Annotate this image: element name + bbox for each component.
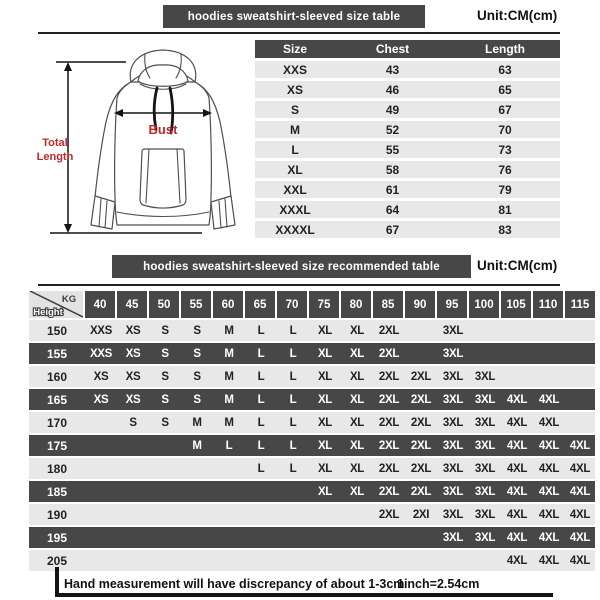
recommended-table-title: hoodies sweatshirt-sleeved size recommended table bbox=[143, 260, 440, 273]
col-header-length: Length bbox=[485, 42, 525, 56]
matrix-cell bbox=[309, 550, 341, 571]
matrix-cell bbox=[245, 550, 277, 571]
matrix-cell: XS bbox=[125, 370, 141, 383]
matrix-cell bbox=[277, 550, 309, 571]
matrix-cell bbox=[149, 481, 181, 502]
size-cell: 43 bbox=[385, 62, 400, 77]
matrix-cell: XL bbox=[349, 485, 365, 498]
matrix-cell: XL bbox=[317, 324, 333, 337]
height-cell: 150 bbox=[46, 323, 68, 338]
matrix-cell bbox=[533, 320, 565, 341]
matrix-cell: 3XL bbox=[474, 439, 496, 452]
size-table-title: hoodies sweatshirt-sleeved size table bbox=[187, 10, 401, 23]
matrix-cell bbox=[149, 527, 181, 548]
matrix-cell: 3XL bbox=[474, 508, 496, 521]
matrix-cell: S bbox=[161, 393, 169, 406]
matrix-cell: XS bbox=[125, 324, 141, 337]
height-cell: 155 bbox=[46, 346, 68, 361]
matrix-cell: 4XL bbox=[569, 462, 591, 475]
matrix-cell bbox=[117, 504, 149, 525]
matrix-cell bbox=[85, 458, 117, 479]
size-cell: XS bbox=[286, 82, 303, 97]
matrix-cell: L bbox=[257, 462, 265, 475]
size-cell: 46 bbox=[385, 82, 400, 97]
matrix-body bbox=[29, 320, 595, 571]
recommended-table-title-bar bbox=[112, 255, 471, 278]
matrix-cell bbox=[501, 343, 533, 364]
matrix-cell: S bbox=[161, 370, 169, 383]
matrix-cell bbox=[277, 527, 309, 548]
size-cell: XL bbox=[287, 162, 303, 177]
matrix-cell: L bbox=[225, 439, 233, 452]
matrix-cell: 4XL bbox=[569, 508, 591, 521]
matrix-cell: S bbox=[161, 347, 169, 360]
matrix-cell: 4XL bbox=[506, 462, 528, 475]
matrix-cell bbox=[309, 504, 341, 525]
matrix-cell: 3XL bbox=[474, 393, 496, 406]
size-table-row bbox=[255, 101, 560, 118]
matrix-cell: 2XL bbox=[410, 370, 432, 383]
matrix-cell: L bbox=[257, 324, 265, 337]
matrix-cell bbox=[181, 481, 213, 502]
matrix-cell: 2XL bbox=[410, 416, 432, 429]
matrix-cell: 2XL bbox=[378, 347, 400, 360]
matrix-cell: XXS bbox=[89, 324, 113, 337]
size-cell: 64 bbox=[385, 202, 400, 217]
matrix-cell bbox=[245, 481, 277, 502]
matrix-cell bbox=[405, 320, 437, 341]
matrix-cell bbox=[405, 343, 437, 364]
size-table-row bbox=[255, 141, 560, 158]
weight-header-cell: 45 bbox=[117, 291, 147, 318]
matrix-cell: S bbox=[193, 347, 201, 360]
matrix-cell: L bbox=[257, 370, 265, 383]
height-cell: 205 bbox=[46, 553, 68, 568]
matrix-cell: XL bbox=[317, 393, 333, 406]
matrix-cell bbox=[373, 550, 405, 571]
matrix-cell: 4XL bbox=[506, 416, 528, 429]
matrix-cell bbox=[149, 458, 181, 479]
size-cell: 67 bbox=[385, 222, 400, 237]
matrix-cell: 3XL bbox=[442, 347, 464, 360]
matrix-cell: 3XL bbox=[442, 393, 464, 406]
size-cell: XXL bbox=[283, 182, 307, 197]
weight-header-cell: 110 bbox=[533, 291, 563, 318]
measurement-note: Hand measurement will have discrepancy of about 1-3cm bbox=[64, 577, 405, 591]
matrix-cell: 2XL bbox=[378, 393, 400, 406]
matrix-cell: 4XL bbox=[538, 439, 560, 452]
weight-header-cell: 55 bbox=[181, 291, 211, 318]
matrix-cell bbox=[565, 366, 595, 387]
matrix-cell bbox=[181, 458, 213, 479]
matrix-cell: 3XL bbox=[442, 416, 464, 429]
matrix-cell: 2XL bbox=[378, 439, 400, 452]
arrow-up-icon bbox=[64, 62, 72, 71]
matrix-cell: 4XL bbox=[538, 462, 560, 475]
height-cell: 175 bbox=[46, 438, 68, 453]
size-table-row bbox=[255, 81, 560, 98]
matrix-cell: 3XL bbox=[442, 439, 464, 452]
matrix-row bbox=[29, 527, 595, 548]
matrix-cell: L bbox=[289, 439, 297, 452]
matrix-cell bbox=[149, 550, 181, 571]
size-table-row bbox=[255, 201, 560, 218]
right-cuff bbox=[211, 196, 235, 229]
matrix-cell: 4XL bbox=[506, 554, 528, 567]
corner-height-label: Height bbox=[33, 307, 63, 318]
height-cell: 190 bbox=[46, 507, 68, 522]
matrix-cell: XL bbox=[349, 393, 365, 406]
matrix-cell: L bbox=[257, 416, 265, 429]
left-cuff bbox=[91, 196, 115, 229]
size-table-row bbox=[255, 161, 560, 178]
recommended-size-matrix bbox=[29, 291, 595, 573]
matrix-row bbox=[29, 412, 595, 433]
matrix-cell bbox=[469, 550, 501, 571]
size-table-row bbox=[255, 61, 560, 78]
size-cell: 73 bbox=[498, 142, 512, 157]
matrix-row bbox=[29, 504, 595, 525]
weight-header-cell: 60 bbox=[213, 291, 243, 318]
size-cell: 63 bbox=[498, 62, 512, 77]
size-cell: S bbox=[290, 102, 299, 117]
matrix-cell bbox=[85, 435, 117, 456]
matrix-cell bbox=[469, 343, 501, 364]
size-cell: 70 bbox=[498, 122, 512, 137]
matrix-cell bbox=[341, 550, 373, 571]
total-length-label-line2: Length bbox=[36, 151, 74, 163]
weight-header-cell: 75 bbox=[309, 291, 339, 318]
size-cell: 55 bbox=[385, 142, 400, 157]
height-cell: 170 bbox=[46, 415, 68, 430]
matrix-cell bbox=[213, 527, 245, 548]
matrix-cell: L bbox=[289, 324, 297, 337]
matrix-cell: 3XL bbox=[474, 416, 496, 429]
matrix-cell bbox=[149, 435, 181, 456]
matrix-cell bbox=[245, 527, 277, 548]
matrix-cell bbox=[213, 550, 245, 571]
matrix-row bbox=[29, 435, 595, 456]
matrix-cell: 3XL bbox=[474, 531, 496, 544]
matrix-cell: 3XL bbox=[474, 370, 496, 383]
matrix-cell: XL bbox=[317, 462, 333, 475]
matrix-cell bbox=[533, 366, 565, 387]
matrix-cell: 4XL bbox=[538, 508, 560, 521]
matrix-cell: M bbox=[192, 416, 202, 429]
matrix-cell: M bbox=[224, 347, 234, 360]
matrix-cell: L bbox=[257, 439, 265, 452]
matrix-row bbox=[29, 320, 595, 341]
matrix-cell: L bbox=[257, 393, 265, 406]
weight-header-cell: 85 bbox=[373, 291, 403, 318]
size-cell: 79 bbox=[498, 182, 512, 197]
matrix-cell: 4XL bbox=[506, 531, 528, 544]
matrix-cell bbox=[85, 550, 117, 571]
matrix-cell: L bbox=[289, 347, 297, 360]
matrix-cell: 4XL bbox=[506, 393, 528, 406]
weight-header-cell: 100 bbox=[469, 291, 499, 318]
matrix-cell: 4XL bbox=[506, 508, 528, 521]
matrix-row bbox=[29, 550, 595, 571]
matrix-cell: XL bbox=[349, 416, 365, 429]
matrix-cell bbox=[181, 550, 213, 571]
size-cell: 81 bbox=[498, 202, 512, 217]
matrix-cell: 2XL bbox=[378, 416, 400, 429]
size-table-row bbox=[255, 181, 560, 198]
arrow-down-icon bbox=[64, 224, 72, 233]
matrix-cell: XL bbox=[349, 324, 365, 337]
matrix-cell bbox=[565, 389, 595, 410]
matrix-cell: 4XL bbox=[506, 439, 528, 452]
matrix-cell: XL bbox=[317, 416, 333, 429]
weight-header-cell: 105 bbox=[501, 291, 531, 318]
matrix-cell bbox=[373, 527, 405, 548]
height-cell: 180 bbox=[46, 461, 68, 476]
matrix-cell: XL bbox=[317, 370, 333, 383]
divider-line-bottom bbox=[38, 284, 560, 286]
matrix-row bbox=[29, 366, 595, 387]
matrix-cell: XL bbox=[349, 439, 365, 452]
size-table-title-bar bbox=[163, 5, 425, 28]
weight-header-cell: 40 bbox=[85, 291, 115, 318]
matrix-cell: M bbox=[224, 416, 234, 429]
matrix-cell: 4XL bbox=[569, 554, 591, 567]
size-cell: XXXXL bbox=[275, 222, 315, 237]
matrix-cell: 2XL bbox=[410, 462, 432, 475]
matrix-cell: 4XL bbox=[538, 416, 560, 429]
matrix-cell: 2XL bbox=[378, 485, 400, 498]
height-cell: 165 bbox=[46, 392, 68, 407]
matrix-cell bbox=[117, 435, 149, 456]
size-cell: 52 bbox=[385, 122, 400, 137]
height-cell: 195 bbox=[46, 530, 68, 545]
matrix-cell: 2XL bbox=[378, 462, 400, 475]
matrix-cell bbox=[341, 504, 373, 525]
matrix-cell: 4XL bbox=[538, 531, 560, 544]
matrix-cell: 2XL bbox=[378, 324, 400, 337]
matrix-cell bbox=[565, 412, 595, 433]
matrix-cell bbox=[117, 481, 149, 502]
matrix-cell bbox=[277, 504, 309, 525]
matrix-cell: L bbox=[289, 416, 297, 429]
weight-header-cell: 50 bbox=[149, 291, 179, 318]
matrix-cell: XL bbox=[317, 485, 333, 498]
matrix-cell: 2XI bbox=[412, 508, 430, 521]
matrix-cell bbox=[469, 320, 501, 341]
matrix-cell: XL bbox=[349, 462, 365, 475]
matrix-cell: 3XL bbox=[474, 485, 496, 498]
matrix-cell: 3XL bbox=[442, 531, 464, 544]
matrix-cell bbox=[85, 412, 117, 433]
col-header-chest: Chest bbox=[375, 42, 410, 56]
matrix-cell: 3XL bbox=[474, 462, 496, 475]
matrix-cell bbox=[213, 481, 245, 502]
matrix-cell: 2XL bbox=[410, 439, 432, 452]
size-cell: M bbox=[290, 122, 300, 137]
matrix-cell: XS bbox=[93, 393, 109, 406]
size-cell: L bbox=[291, 142, 299, 157]
height-cell: 185 bbox=[46, 484, 68, 499]
matrix-cell bbox=[181, 504, 213, 525]
matrix-cell: XL bbox=[349, 370, 365, 383]
matrix-cell: 3XL bbox=[442, 508, 464, 521]
weight-header-cell: 80 bbox=[341, 291, 371, 318]
matrix-cell bbox=[501, 366, 533, 387]
corner-kg-label: KG bbox=[61, 294, 77, 305]
matrix-cell: 3XL bbox=[442, 324, 464, 337]
size-table-row bbox=[255, 121, 560, 138]
matrix-cell: M bbox=[224, 393, 234, 406]
matrix-cell bbox=[117, 550, 149, 571]
matrix-corner-cell bbox=[29, 291, 83, 318]
matrix-cell bbox=[117, 527, 149, 548]
matrix-cell bbox=[405, 550, 437, 571]
matrix-cell bbox=[117, 458, 149, 479]
matrix-cell bbox=[245, 504, 277, 525]
matrix-cell: M bbox=[224, 370, 234, 383]
matrix-row bbox=[29, 389, 595, 410]
matrix-cell: XL bbox=[317, 347, 333, 360]
footer-bottom-line bbox=[55, 593, 553, 597]
matrix-cell: XXS bbox=[89, 347, 113, 360]
matrix-cell: XL bbox=[317, 439, 333, 452]
matrix-cell: L bbox=[289, 393, 297, 406]
total-length-label-line1: Total bbox=[42, 137, 68, 149]
matrix-cell: 4XL bbox=[569, 485, 591, 498]
size-cell: XXXL bbox=[279, 202, 311, 217]
matrix-cell: 4XL bbox=[538, 393, 560, 406]
size-table-header-row bbox=[255, 40, 560, 58]
divider-line-top bbox=[38, 32, 560, 34]
matrix-cell bbox=[213, 504, 245, 525]
weight-header-cell: 70 bbox=[277, 291, 307, 318]
matrix-cell: XS bbox=[125, 393, 141, 406]
size-cell: 65 bbox=[498, 82, 512, 97]
matrix-cell bbox=[85, 481, 117, 502]
matrix-row bbox=[29, 343, 595, 364]
matrix-cell: M bbox=[192, 439, 202, 452]
size-table-body bbox=[255, 61, 560, 238]
size-cell: 76 bbox=[498, 162, 512, 177]
matrix-cell bbox=[565, 343, 595, 364]
matrix-cell bbox=[85, 504, 117, 525]
matrix-cell bbox=[565, 320, 595, 341]
matrix-cell bbox=[533, 343, 565, 364]
unit-label-top: Unit:CM(cm) bbox=[477, 8, 558, 23]
size-cell: XXS bbox=[282, 62, 307, 77]
matrix-cell: 4XL bbox=[569, 531, 591, 544]
matrix-cell bbox=[437, 550, 469, 571]
unit-label-bottom: Unit:CM(cm) bbox=[477, 258, 558, 273]
matrix-header-row bbox=[29, 291, 595, 318]
weight-header-cell: 65 bbox=[245, 291, 275, 318]
matrix-cell: 2XL bbox=[378, 508, 400, 521]
matrix-cell bbox=[85, 527, 117, 548]
size-table bbox=[255, 40, 560, 241]
matrix-cell: 3XL bbox=[442, 370, 464, 383]
matrix-cell bbox=[341, 527, 373, 548]
matrix-cell: S bbox=[161, 416, 169, 429]
weight-header-cell: 115 bbox=[565, 291, 595, 318]
matrix-row bbox=[29, 481, 595, 502]
bust-label: Bust bbox=[148, 122, 178, 137]
matrix-cell: 2XL bbox=[410, 393, 432, 406]
matrix-cell: XS bbox=[93, 370, 109, 383]
matrix-cell bbox=[405, 527, 437, 548]
matrix-cell bbox=[181, 527, 213, 548]
matrix-cell: S bbox=[193, 393, 201, 406]
matrix-cell bbox=[213, 458, 245, 479]
matrix-cell: 3XL bbox=[442, 485, 464, 498]
matrix-cell bbox=[149, 504, 181, 525]
matrix-cell bbox=[501, 320, 533, 341]
matrix-cell: 3XL bbox=[442, 462, 464, 475]
height-cell: 160 bbox=[46, 369, 68, 384]
matrix-cell: L bbox=[257, 347, 265, 360]
matrix-cell: 4XL bbox=[538, 485, 560, 498]
weight-header-cell: 95 bbox=[437, 291, 467, 318]
weight-header-cell: 90 bbox=[405, 291, 435, 318]
inch-conversion-note: 1inch=2.54cm bbox=[397, 577, 480, 591]
matrix-cell: S bbox=[193, 324, 201, 337]
matrix-cell: M bbox=[224, 324, 234, 337]
matrix-cell: XS bbox=[125, 347, 141, 360]
matrix-cell: S bbox=[193, 370, 201, 383]
matrix-cell: XL bbox=[349, 347, 365, 360]
hoodie-measurement-diagram bbox=[20, 36, 255, 248]
size-cell: 83 bbox=[498, 222, 512, 237]
matrix-cell: L bbox=[289, 462, 297, 475]
matrix-cell bbox=[309, 527, 341, 548]
size-cell: 49 bbox=[385, 102, 400, 117]
matrix-cell: 4XL bbox=[569, 439, 591, 452]
col-header-size: Size bbox=[282, 42, 307, 56]
size-cell: 67 bbox=[498, 102, 512, 117]
matrix-cell: 2XL bbox=[410, 485, 432, 498]
matrix-cell bbox=[277, 481, 309, 502]
matrix-cell: 2XL bbox=[378, 370, 400, 383]
matrix-cell: S bbox=[129, 416, 137, 429]
matrix-row bbox=[29, 458, 595, 479]
matrix-cell: L bbox=[289, 370, 297, 383]
matrix-cell: S bbox=[161, 324, 169, 337]
size-cell: 58 bbox=[385, 162, 400, 177]
size-table-row bbox=[255, 221, 560, 238]
matrix-cell: 4XL bbox=[506, 485, 528, 498]
size-cell: 61 bbox=[385, 182, 400, 197]
matrix-cell: 4XL bbox=[538, 554, 560, 567]
